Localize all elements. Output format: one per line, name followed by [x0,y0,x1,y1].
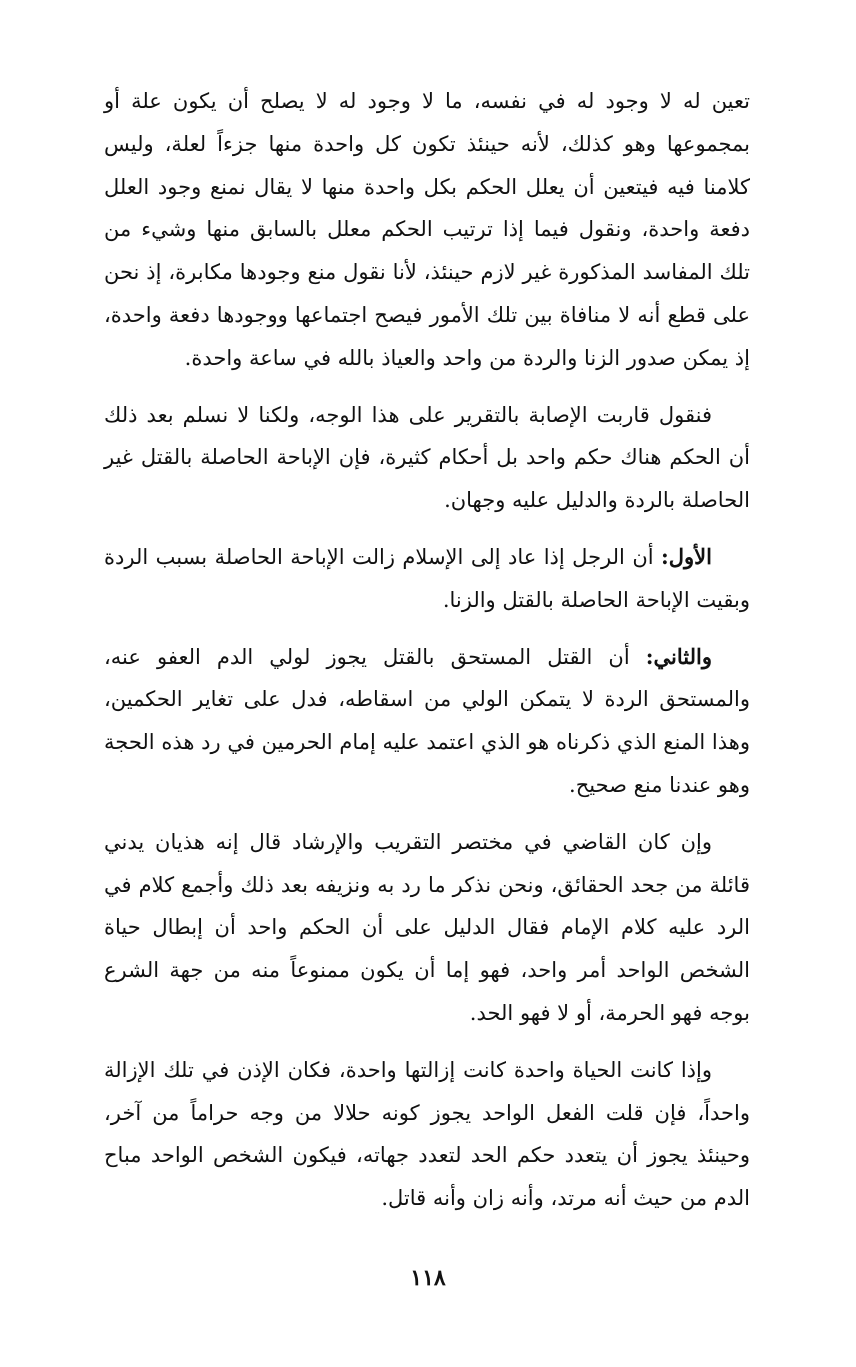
paragraph-6 [104,1049,750,1220]
paragraph-2-text: فنقول قاربت الإصابة بالتقرير على هذا الوجه، ولكنا لا نسلم بعد ذلك أن الحكم هناك حكم واحد بل أحكام كثيرة، فإن الإباحة الحاصلة بالقتل غير الحاصلة بالردة والدليل عليه وجهان. [104,402,750,513]
paragraph-6-text: وإذا كانت الحياة واحدة كانت إزالتها واحدة، فكان الإذن في تلك الإزالة واحداً، فإن قلت الفعل الواحد يجوز كونه حلالا من وجه حراماً من آخر، وحينئذ يجوز أن يتعدد حكم الحد لتعدد جهاته، فيكون الشخص الواحد مباح الدم من حيث أنه مرتد، وأنه زان وأنه قاتل. [104,1057,750,1211]
paragraph-3 [104,536,750,622]
body-text [104,80,750,1234]
paragraph-1 [104,80,750,380]
page-number: ١١٨ [410,1265,446,1291]
paragraph-3-heading: الأول: [661,543,712,569]
paragraph-4-heading: والثاني: [645,643,712,669]
paragraph-4 [104,636,750,807]
paragraph-3-text: أن الرجل إذا عاد إلى الإسلام زالت الإباحة الحاصلة بسبب الردة وبقيت الإباحة الحاصلة بالقتل والزنا. [104,544,750,612]
paragraph-2 [104,394,750,522]
paragraph-4-text: أن القتل المستحق بالقتل يجوز لولي الدم العفو عنه، والمستحق الردة لا يتمكن الولي من اسقاطه، فدل على تغاير الحكمين، وهذا المنع الذي ذكرناه هو الذي اعتمد عليه إمام الحرمين في رد هذه الحجة وهو عندنا منع صحيح. [104,644,750,797]
paragraph-1-text: تعين له لا وجود له في نفسه، ما لا وجود له لا يصلح أن يكون علة أو بمجموعها وهو كذلك، لأنه حينئذ تكون كل واحدة منها جزءاً لعلة، وليس كلامنا فيه فيتعين أن يعلل الحكم بكل واحدة منها لا يقال نمنع وجود العلل دفعة واحدة، ونقول فيما إذا ترتيب الحكم معلل بالسابق منها وشيء من تلك المفاسد المذكورة غير لازم حينئذ، لأنا نقول منع وجودها مكابرة، إذ نحن على قطع أنه لا منافاة بين تلك الأمور فيصح اجتماعها ووجودها دفعة واحدة، إذ يمكن صدور الزنا والردة من واحد والعياذ بالله في ساعة واحدة. [104,89,750,370]
paragraph-5 [104,821,750,1035]
paragraph-5-text: وإن كان القاضي في مختصر التقريب والإرشاد قال إنه هذيان يدني قائلة من جحد الحقائق، ونحن نذكر ما رد به ونزيفه بعد ذلك وأجمع كلام في الرد عليه كلام الإمام فقال الدليل على أن الحكم واحد أن إبطال حياة الشخص الواحد أمر واحد، فهو إما أن يكون ممنوعاً منه من جهة الشرع بوجه فهو الحرمة، أو لا فهو الحد. [104,829,750,1025]
